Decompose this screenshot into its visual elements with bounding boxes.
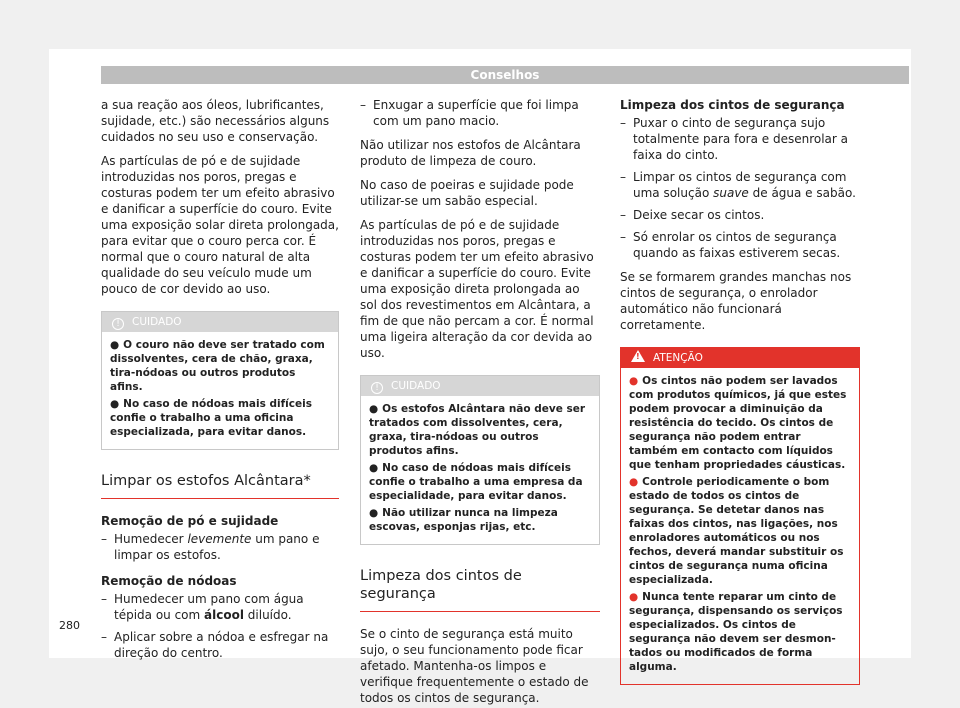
bullet-icon: ● bbox=[629, 476, 639, 488]
list-item: ● Os estofos Alcântara não deve ser tratados com dissolventes, cera, graxa, tira-nódoas ou outros produtos afins. bbox=[369, 403, 586, 457]
bullet-icon: ● bbox=[110, 339, 120, 351]
caution-header bbox=[102, 312, 338, 332]
column-2 bbox=[360, 97, 600, 708]
bullet-icon: ● bbox=[110, 398, 120, 410]
list-item: – Deixe secar os cintos. bbox=[620, 207, 860, 223]
paragraph: Não utilizar nos estofos de Alcântara produto de limpeza de couro. bbox=[360, 138, 581, 168]
warning-box bbox=[620, 347, 860, 685]
list-item: – Puxar o cinto de segurança sujo totalmente para fora e desenrolar a faixa do cinto. bbox=[620, 115, 860, 163]
column-1 bbox=[101, 97, 339, 667]
list-item: – Humedecer levemente um pano e limpar os estofos. bbox=[101, 531, 339, 563]
list-item: – Humedecer um pano com água tépida ou com álcool diluído. bbox=[101, 591, 339, 623]
list-item: – Aplicar sobre a nódoa e esfregar na direção do centro. bbox=[101, 629, 339, 661]
caution-label: CUIDADO bbox=[132, 316, 182, 328]
document-page bbox=[49, 49, 911, 705]
warning-body bbox=[621, 368, 859, 684]
list-item: – Enxugar a superfície que foi limpa com um pano macio. bbox=[360, 97, 600, 129]
list-item: – Só enrolar os cintos de segurança quando as faixas estiverem secas. bbox=[620, 229, 860, 261]
bullet-icon: ● bbox=[629, 591, 639, 603]
bullet-icon: ● bbox=[369, 462, 379, 474]
list-item: ● Os cintos não podem ser lavados com produtos químicos, já que estes podem provocar a diminuição da resistência do tecido. Os cintos de segurança não podem entrar também em contacto com líquidos que tenham propriedades cáusticas. bbox=[629, 375, 847, 471]
list-item: – Limpar os cintos de segurança com uma solução suave de água e sabão. bbox=[620, 169, 860, 201]
page-number: 280 bbox=[59, 619, 80, 632]
caution-body bbox=[102, 332, 338, 449]
section-title: Limpeza dos cintos de segurança bbox=[360, 567, 600, 612]
bullet-icon: ● bbox=[369, 507, 379, 519]
list-item: ● Controle periodicamente o bom estado de todos os cintos de segurança. Se detetar danos nas faixas dos cintos, nas ligações, nos enroladores automáticos ou nos fechos, deverá mandar substituir os cintos de segurança numa oficina especializada. bbox=[629, 476, 844, 586]
chapter-header: Conselhos bbox=[101, 66, 909, 84]
caution-body bbox=[361, 396, 599, 544]
caution-label: CUIDADO bbox=[391, 380, 441, 392]
column-3 bbox=[620, 97, 860, 699]
paragraph: No caso de poeiras e sujidade pode utilizar-se um sabão especial. bbox=[360, 178, 574, 208]
paragraph: Se se formarem grandes manchas nos cintos de segurança, o enrolador automático não funcionará corretamente. bbox=[620, 270, 852, 332]
subheading: Limpeza dos cintos de segurança bbox=[620, 98, 845, 112]
warning-label: ATENÇÃO bbox=[653, 352, 703, 364]
list-item: ● O couro não deve ser tratado com dissolventes, cera de chão, graxa, tira-nódoas ou outros produtos afins. bbox=[110, 339, 325, 393]
list-item: ● Nunca tente reparar um cinto de segurança, dispensando os serviços especializados. Os cintos de segurança não devem ser desmontados ou modificados de forma alguma. bbox=[629, 591, 843, 673]
subheading: Remoção de pó e sujidade bbox=[101, 514, 279, 528]
warning-header bbox=[621, 348, 859, 368]
paragraph: As partículas de pó e de sujidade introduzidas nos poros, pregas e costuras podem ter um efeito abrasivo e danificar a superfície do couro. Evite uma exposição solar direta prolongada, para evitar que o couro perca cor. É normal que o couro natural de alta qualidade do seu veículo mude um pouco de cor devido ao uso. bbox=[101, 154, 339, 296]
caution-box bbox=[101, 311, 339, 450]
info-icon: ! bbox=[112, 318, 124, 330]
paragraph: Se o cinto de segurança está muito sujo, o seu funcionamento pode ficar afetado. Mantenha-os limpos e verifique frequentemente o estado de todos os cintos de segurança. bbox=[360, 627, 589, 705]
list-item: ● Não utilizar nunca na limpeza escovas, esponjas rijas, etc. bbox=[369, 507, 558, 533]
caution-box bbox=[360, 375, 600, 545]
warning-triangle-icon: ! bbox=[631, 350, 645, 362]
paragraph: As partículas de pó e de sujidade introduzidas nos poros, pregas e costuras podem ter um efeito abrasivo e danificar a superfície do couro. Evite uma exposição direta prolongada ao sol dos revestimentos em Alcântara, a fim de que não percam a cor. É normal uma ligeira alteração da cor devida ao uso. bbox=[360, 218, 594, 360]
caution-header bbox=[361, 376, 599, 396]
info-icon: ! bbox=[371, 382, 383, 394]
list-item: ● No caso de nódoas mais difíceis confie o trabalho a uma oficina especializada, para evitar danos. bbox=[110, 398, 312, 438]
list-item: ● No caso de nódoas mais difíceis confie o trabalho a uma empresa da especialidade, para evitar danos. bbox=[369, 462, 583, 502]
section-title: Limpar os estofos Alcântara* bbox=[101, 472, 339, 499]
subheading: Remoção de nódoas bbox=[101, 574, 237, 588]
paragraph: a sua reação aos óleos, lubrificantes, sujidade, etc.) são necessários alguns cuidados no seu uso e conservação. bbox=[101, 98, 330, 144]
bullet-icon: ● bbox=[369, 403, 379, 415]
bullet-icon: ● bbox=[629, 375, 639, 387]
